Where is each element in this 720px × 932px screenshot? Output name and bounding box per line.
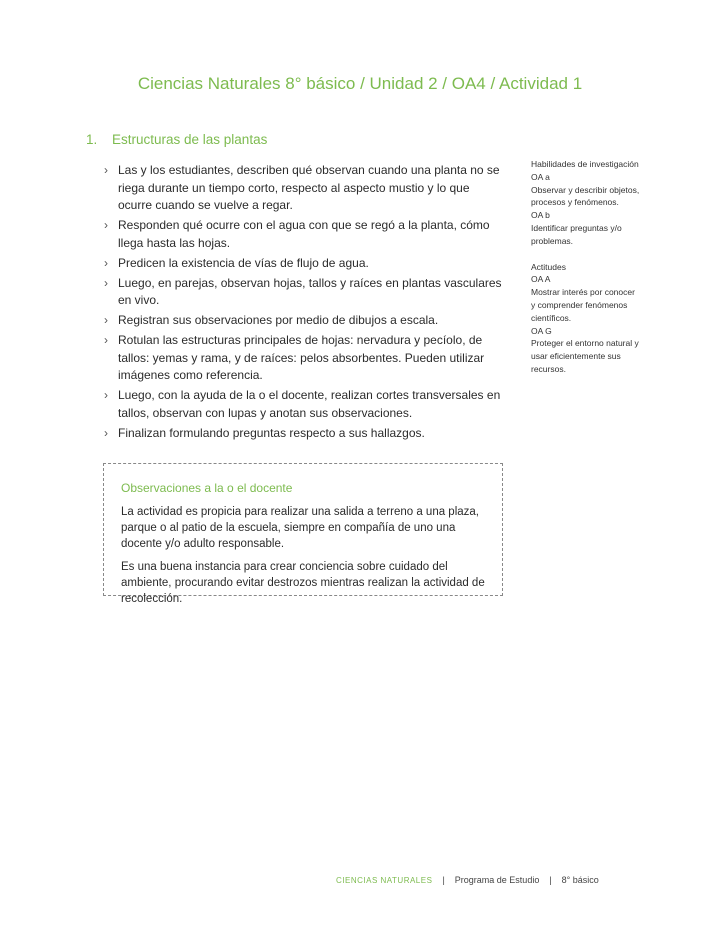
list-item: › Registran sus observaciones por medio de dibujos a escala.	[104, 312, 504, 330]
section-number: 1.	[86, 132, 98, 147]
skill-text: Identificar preguntas y/o problemas.	[531, 222, 622, 246]
footer-separator: |	[442, 875, 445, 885]
skill-code: OA b	[531, 210, 550, 221]
chevron-right-icon: ›	[104, 388, 108, 402]
footer-program: Programa de Estudio	[454, 875, 540, 885]
chevron-right-icon: ›	[104, 163, 108, 177]
teacher-notes-box	[103, 463, 503, 605]
section-title: Estructuras de las plantas	[112, 132, 268, 147]
notes-paragraph: La actividad es propicia para realizar una salida a terreno a una plaza, parque o al patio de la escuela, siempre en compañía de uno una docente y/o adulto responsable.	[121, 506, 479, 550]
footer-separator: |	[549, 875, 552, 885]
skill-text: Observar y describir objetos, procesos y fenómenos.	[531, 184, 640, 208]
list-item: › Predicen la existencia de vías de flujo de agua.	[104, 255, 504, 273]
sidebar-objectives	[531, 158, 641, 376]
section-heading	[86, 132, 267, 147]
list-item: › Las y los estudiantes, describen qué observan cuando una planta no se riega durante un tiempo corto, respecto al aspecto mustio y lo que ocurre cuando se vuelve a regar.	[104, 163, 500, 212]
attitude-text: Mostrar interés por conocer y comprender fenómenos científicos.	[531, 287, 635, 323]
chevron-right-icon: ›	[104, 425, 108, 440]
list-item: › Rotulan las estructuras principales de hojas: nervadura y pecíolo, de tallos: yemas y rama, y de raíces: pelos absorbentes. Pueden utilizar imágenes como referencia.	[104, 333, 485, 382]
chevron-right-icon: ›	[104, 313, 108, 327]
attitude-code: OA A	[531, 274, 551, 285]
chevron-right-icon: ›	[104, 218, 108, 232]
chevron-right-icon: ›	[104, 255, 108, 270]
footer	[336, 875, 599, 885]
activity-list	[104, 162, 504, 445]
skill-code: OA a	[531, 171, 550, 182]
footer-grade: 8° básico	[561, 875, 599, 885]
skills-title: Habilidades de investigación	[531, 159, 639, 169]
chevron-right-icon: ›	[104, 333, 108, 347]
list-item: › Responden qué ocurre con el agua con que se regó a la planta, cómo llega hasta las hojas.	[104, 218, 490, 250]
page-title: Ciencias Naturales 8° básico / Unidad 2 / OA4 / Actividad 1	[137, 74, 583, 93]
notes-title: Observaciones a la o el docente	[121, 481, 293, 495]
list-item: › Luego, en parejas, observan hojas, tallos y raíces en plantas vasculares en vivo.	[104, 275, 502, 307]
attitudes-title: Actitudes	[531, 261, 566, 272]
list-item: › Finalizan formulando preguntas respecto a sus hallazgos.	[104, 425, 504, 443]
attitude-text: Proteger el entorno natural y usar eficientemente sus recursos.	[531, 338, 639, 374]
list-item: › Luego, con la ayuda de la o el docente, realizan cortes transversales en tallos, observan con lupas y anotan sus observaciones.	[104, 388, 501, 420]
notes-paragraph: Es una buena instancia para crear conciencia sobre cuidado del ambiente, procurando evitar destrozos mientras realizan la actividad de recolección.	[121, 561, 485, 605]
chevron-right-icon: ›	[104, 275, 108, 290]
footer-subject: CIENCIAS NATURALES	[336, 876, 433, 885]
attitude-code: OA G	[531, 325, 552, 336]
